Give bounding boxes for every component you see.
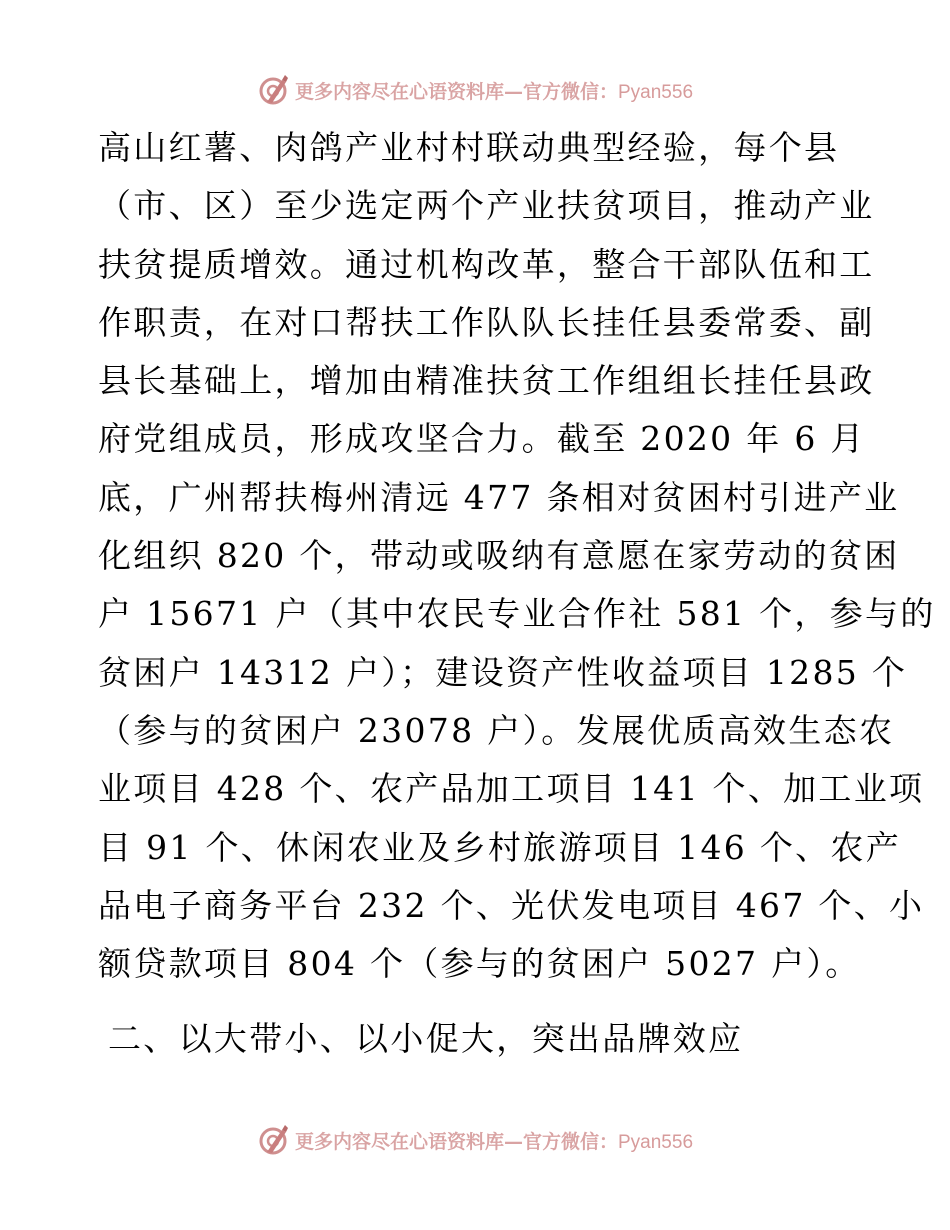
paragraph-line: （市、区）至少选定两个产业扶贫项目，推动产业 [98,186,875,226]
watermark-text: 更多内容尽在心语资料库—官方微信：Pyan556 [294,1130,694,1153]
watermark-text: 更多内容尽在心语资料库—官方微信：Pyan556 [294,80,694,103]
paragraph-line: 户 15671 户（其中农民专业合作社 581 个，参与的 [98,594,936,634]
paragraph-line: 作职责，在对口帮扶工作队队长挂任县委常委、副 [98,302,875,342]
paragraph-line: 贫困户 14312 户）；建设资产性收益项目 1285 个 [98,652,908,692]
footer-watermark [0,1122,950,1158]
header-watermark [0,72,950,108]
watermark-logo-icon [257,72,293,108]
document-body [98,119,936,993]
paragraph-line: （参与的贫困户 23078 户）。发展优质高效生态农 [98,710,895,750]
paragraph-line: 扶贫提质增效。通过机构改革，整合干部队伍和工 [98,244,875,284]
paragraph-line: 府党组成员，形成攻坚合力。截至 2020 年 6 月 [98,419,866,459]
paragraph-line: 县长基础上，增加由精准扶贫工作组组长挂任县政 [98,361,875,401]
paragraph-line: 底，广州帮扶梅州清远 477 条相对贫困村引进产业 [98,477,900,517]
paragraph-line: 化组织 820 个，带动或吸纳有意愿在家劳动的贫困 [98,536,900,576]
paragraph-line: 品电子商务平台 232 个、光伏发电项目 467 个、小 [98,885,925,925]
section-heading: 二、以大带小、以小促大，突出品牌效应 [108,1019,744,1058]
paragraph-line: 目 91 个、休闲农业及乡村旅游项目 146 个、农产 [98,827,902,867]
paragraph-line: 业项目 428 个、农产品加工项目 141 个、加工业项 [98,769,925,809]
paragraph-line: 额贷款项目 804 个（参与的贫困户 5027 户）。 [98,944,861,984]
paragraph-line: 高山红薯、肉鸽产业村村联动典型经验，每个县 [98,128,840,167]
watermark-logo-icon [257,1122,293,1158]
